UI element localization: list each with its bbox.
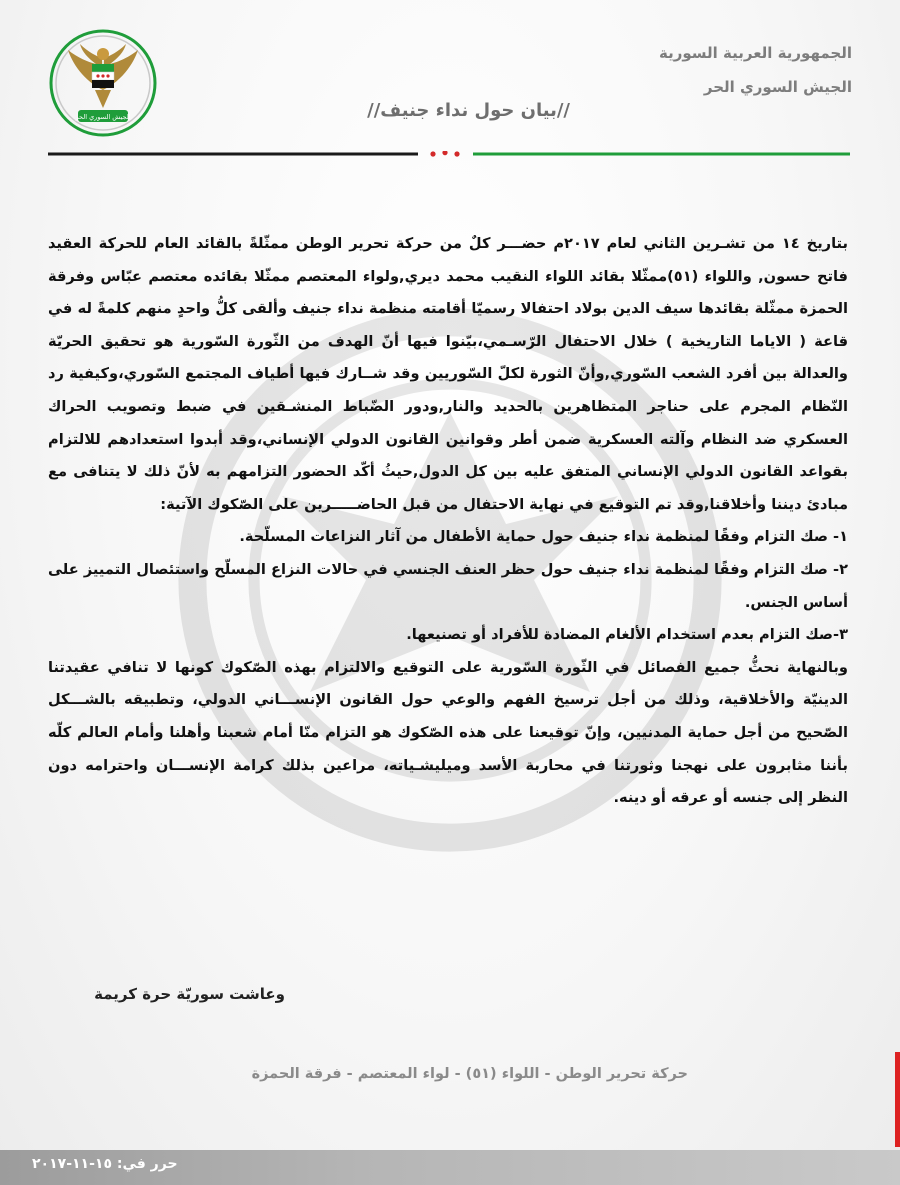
army-name: الجيش السوري الحر (703, 78, 852, 96)
intro-paragraph: بتاريخ ١٤ من تشـرين الثاني لعام ٢٠١٧م حضـــر كلٌ من حركة تحرير الوطن ممثّلةً بالقائد العام للحركة العقيد فاتح حسون, واللواء (٥١)ممثّلا بقائد اللواء النقيب محمد ديري,ولواء المعتصم ممثّلا بقائده معتصم عبّاس وفرقة الحمزة ممثّلة بقائدها سيف الدين بولاد احتفالا رسميّا أقامته منظمة نداء جنيف وألقى كلُّ واحدٍ منهم كلمةً له في قاعة ( الاياما التاريخية ) خلال الاحتفال الرّسـمي،بيّنوا فيها أنّ الهدف من الثّورة السّورية هو تحقيق الحريّة والعدالة بين أفرد الشعب السّوري,وأنّ الثورة لكلّ السّوريين وقد شــارك فيها أطياف المجتمع السّوري،وكيفية رد النّظام المجرم على حناجر المتظاهرين بالحديد والنار,ودور الضّباط المنشـقين في ضبط وتصويب الحراك العسكري ضد النظام وآلته العسكرية ضمن أطر وقوانين القانون الدولي الإنساني،وقد أبدوا استعدادهم للالتزام بقواعد القانون الدولي الإنساني المتفق عليه بين كل الدول,حيثُ أكّد الحضور التزامهم به لأنّ ذلك لا يتنافى مع مبادئ ديننا وأخلاقنا,وقد تم التوقيع في نهاية الاحتفال من قبل الحاضـــــرين على الصّكوك الآتية: (48, 235, 848, 513)
signatories-line: حركة تحرير الوطن - اللواء (٥١) - لواء المعتصم - فرقة الحمزة (251, 1066, 688, 1082)
header-block (659, 36, 852, 104)
flag-divider (48, 151, 850, 157)
red-accent-bar (895, 1052, 900, 1147)
document-title: //بيان حول نداء جنيف// (367, 100, 570, 121)
issue-date: حرر في: ١٥-١١-٢٠١٧ (32, 1156, 178, 1172)
conclusion-paragraph: وبالنهاية نحثُّ جميع الفصائل في الثّورة السّورية على التوقيع والالتزام بهذه الصّكوك كونها لا تنافي عقيدتنا الدينيّة والأخلاقية، وذلك من أجل ترسيخ الفهم والوعي حول القانون الإنســـاني الدولي، وتطبيقه بالشـــكل الصّحيح من أجل حماية المدنيين، وإنّ توقيعنا على هذه الصّكوك هو التزام منّا أمام شعبنا وأهلنا وأمام العالم كلّه بأننا مثابرون على نهجنا وثورتنا في محاربة الأسد وميليشـياته، مراعين بذلك كرامة الإنســـان واحترامه دون النظر إلى جنسه أو عرقه أو دينه. (48, 658, 848, 807)
statement-body (48, 228, 848, 815)
closing-line: وعاشت سوريّة حرة كريمة (94, 985, 285, 1003)
eagle-emblem-icon (48, 28, 158, 138)
instrument-item-2: ٢- صك التزام وفقًا لمنظمة نداء جنيف حول حظر العنف الجنسي في حالات النزاع المسلّح واستئصال التمييز على أساس الجنس. (48, 560, 848, 611)
instrument-item-3: ٣-صك التزام بعدم استخدام الألغام المضادة للأفراد أو تصنيعها. (406, 626, 848, 644)
instrument-item-1: ١- صك التزام وفقًا لمنظمة نداء جنيف حول حماية الأطفال من آثار النزاعات المسلّحة. (239, 528, 848, 546)
country-name: الجمهورية العربية السورية (659, 44, 852, 62)
logo-caption: الجيش السوري الحر (75, 113, 131, 121)
